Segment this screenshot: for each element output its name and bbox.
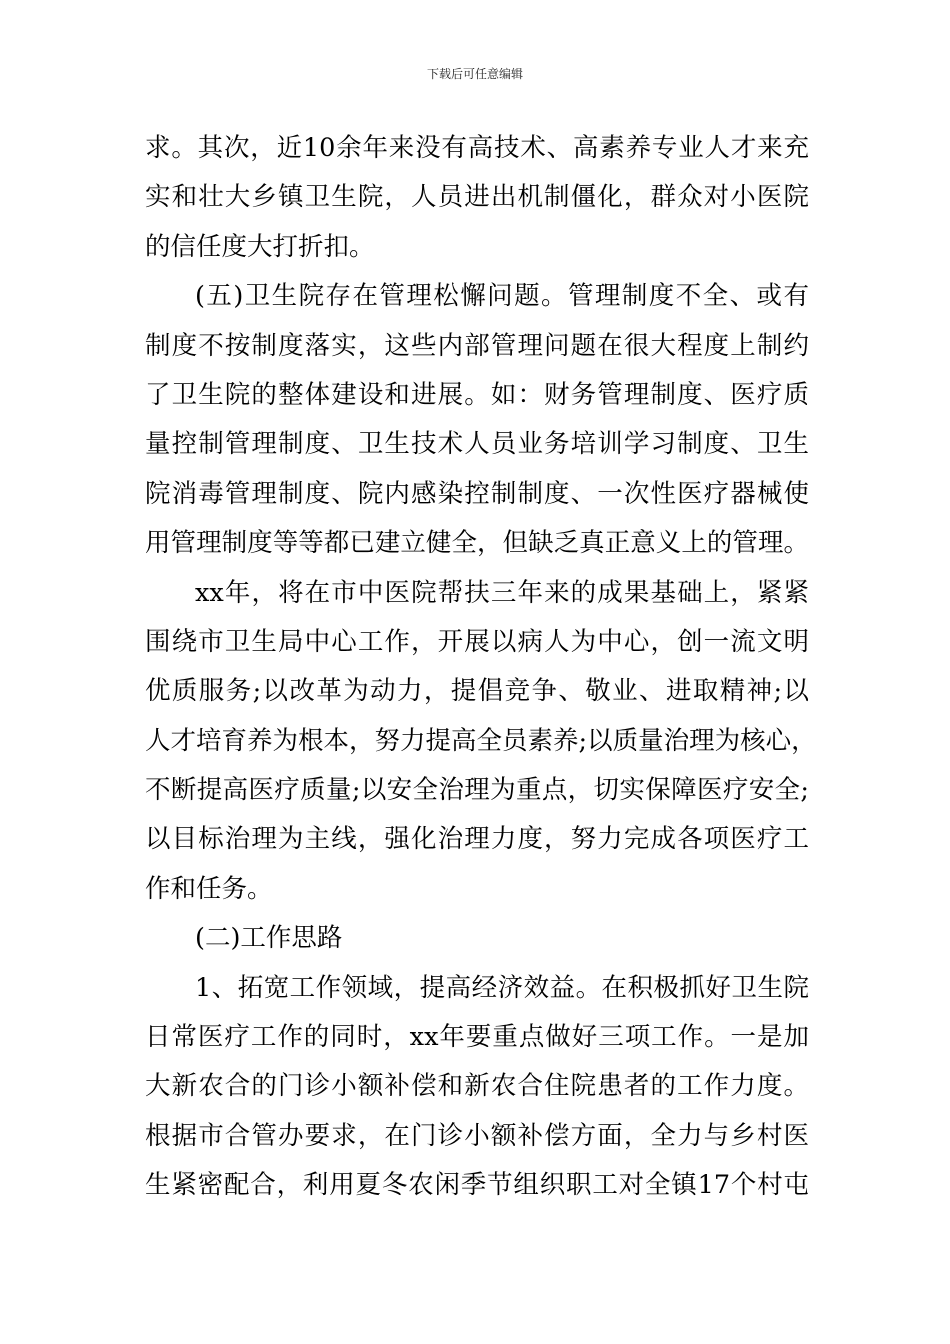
text-line: 用管理制度等等都已建立健全，但缺乏真正意义上的管理。 bbox=[145, 528, 809, 559]
text-line: 围绕市卫生局中心工作，开展以病人为中心，创一流文明 bbox=[145, 626, 809, 657]
text-line: 院消毒管理制度、院内感染控制制度、一次性医疗器械使 bbox=[145, 478, 809, 509]
text-line: 优质服务;以改革为动力，提倡竞争、敬业、进取精神;以 bbox=[145, 676, 809, 707]
text-line: 作和任务。 bbox=[145, 873, 273, 904]
text-line: 不断提高医疗质量;以安全治理为重点，切实保障医疗安全; bbox=[145, 775, 809, 806]
text-line: 日常医疗工作的同时，xx年要重点做好三项工作。一是加 bbox=[145, 1022, 809, 1053]
text-line: xx年，将在市中医院帮扶三年来的成果基础上，紧紧 bbox=[195, 577, 809, 608]
text-line: 根据市合管办要求，在门诊小额补偿方面，全力与乡村医 bbox=[145, 1120, 809, 1151]
document-body bbox=[145, 124, 817, 1211]
text-line: 制度不按制度落实，这些内部管理问题在很大程度上制约 bbox=[145, 330, 809, 361]
text-line: 大新农合的门诊小额补偿和新农合住院患者的工作力度。 bbox=[145, 1071, 809, 1102]
text-line: 以目标治理为主线，强化治理力度，努力完成各项医疗工 bbox=[145, 824, 809, 855]
text-line: 实和壮大乡镇卫生院，人员进出机制僵化，群众对小医院 bbox=[145, 182, 809, 213]
text-line: 了卫生院的整体建设和进展。如：财务管理制度、医疗质 bbox=[145, 379, 809, 410]
text-line: (五)卫生院存在管理松懈问题。管理制度不全、或有 bbox=[195, 281, 809, 312]
text-line: 量控制管理制度、卫生技术人员业务培训学习制度、卫生 bbox=[145, 429, 809, 460]
text-line: 人才培育养为根本，努力提高全员素养;以质量治理为核心， bbox=[145, 725, 817, 756]
text-line: (二)工作思路 bbox=[195, 923, 343, 954]
text-line: 求。其次，近10余年来没有高技术、高素养专业人才来充 bbox=[145, 133, 809, 163]
text-line: 1、拓宽工作领域，提高经济效益。在积极抓好卫生院 bbox=[195, 972, 809, 1003]
page-header: 下载后可任意编辑 bbox=[426, 67, 523, 81]
text-line: 的信任度大打折扣。 bbox=[145, 231, 375, 262]
text-line: 生紧密配合，利用夏冬农闲季节组织职工对全镇17个村屯 bbox=[145, 1170, 809, 1201]
